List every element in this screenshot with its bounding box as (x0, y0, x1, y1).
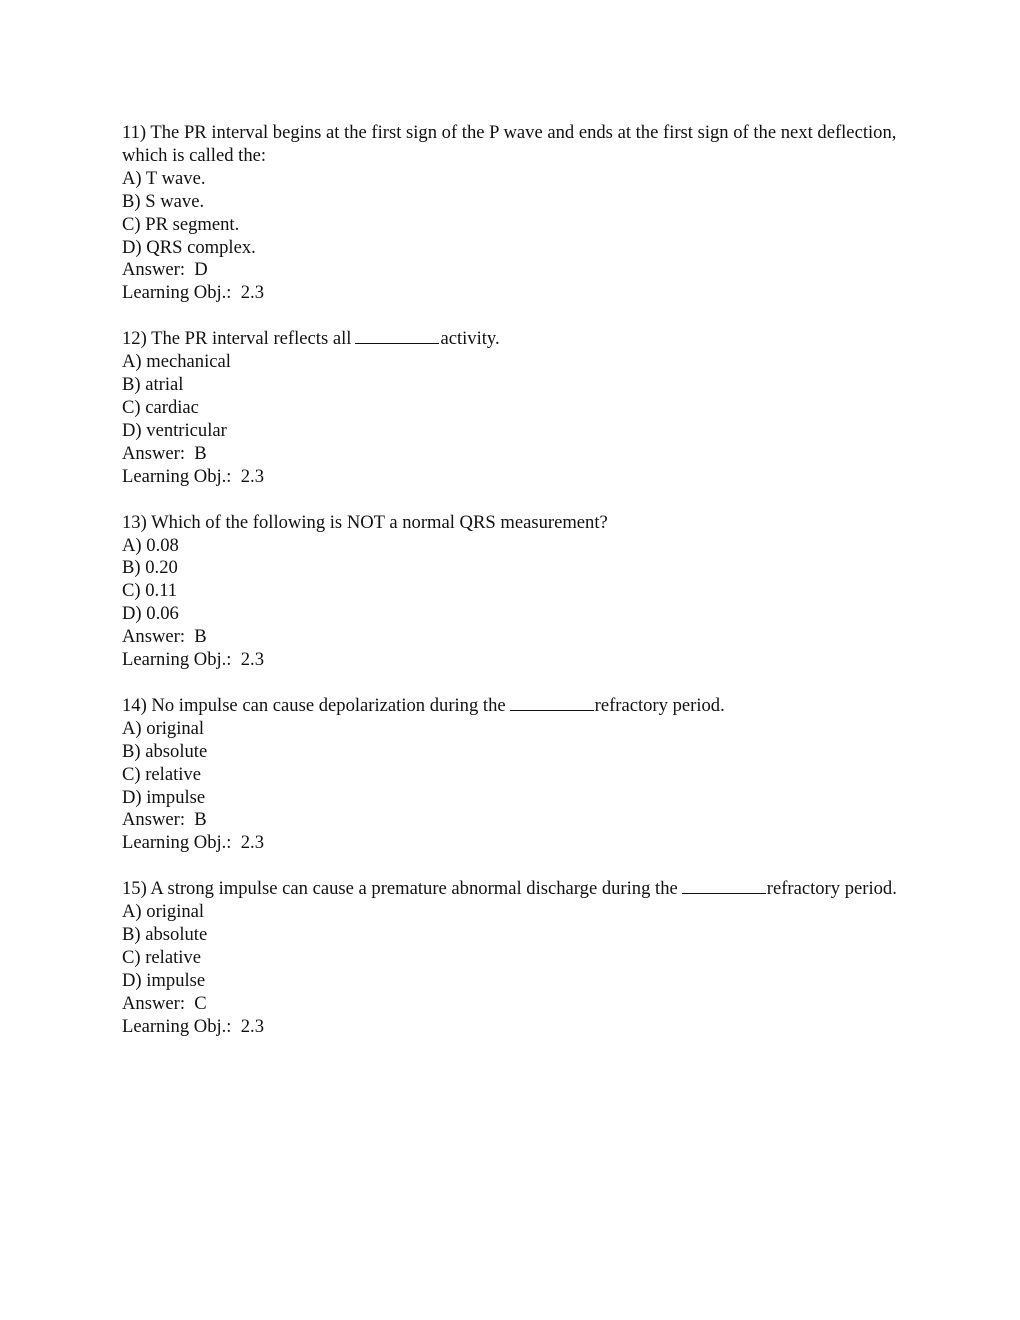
option-c: C) PR segment. (122, 213, 240, 235)
stem-text-after: refractory period. (594, 694, 725, 716)
question-stem (122, 695, 902, 718)
option-a: A) 0.08 (122, 534, 179, 556)
question-stem (122, 878, 902, 901)
fill-in-blank (682, 878, 766, 894)
option-a: A) T wave. (122, 167, 206, 189)
answer: Answer: B (122, 626, 207, 648)
option-d: D) ventricular (122, 419, 227, 441)
option-c: C) 0.11 (122, 580, 178, 602)
question-stem (122, 512, 902, 535)
question-list (122, 122, 902, 1062)
answer: Answer: B (122, 442, 207, 464)
option-d: D) 0.06 (122, 603, 179, 625)
option-b: B) 0.20 (122, 557, 178, 579)
answer: Answer: D (122, 259, 208, 281)
option-b: B) absolute (122, 924, 208, 946)
stem-text-after: activity. (440, 328, 500, 350)
option-d: D) QRS complex. (122, 236, 256, 258)
option-c: C) relative (122, 947, 201, 968)
stem-text: 11) The PR interval begins at the first sign of the P wave and ends at the first sign of the next deflection, which is called the: (122, 122, 897, 166)
question-stem (122, 328, 902, 351)
option-a: A) mechanical (122, 351, 231, 373)
option-b: B) absolute (122, 740, 208, 762)
stem-text-after: refractory period. (766, 878, 897, 900)
option-b: B) S wave. (122, 190, 205, 212)
question-14 (122, 695, 902, 855)
question-15 (122, 878, 902, 1038)
option-d: D) impulse (122, 786, 206, 808)
question-11 (122, 122, 902, 305)
learning-objective: Learning Obj.: 2.3 (122, 832, 265, 854)
learning-objective: Learning Obj.: 2.3 (122, 649, 265, 671)
question-13 (122, 512, 902, 672)
learning-objective: Learning Obj.: 2.3 (122, 1015, 265, 1037)
option-d: D) impulse (122, 969, 206, 991)
answer: Answer: B (122, 809, 207, 831)
answer: Answer: C (122, 992, 207, 1014)
stem-text: 12) The PR interval reflects all (122, 328, 352, 350)
option-c: C) cardiac (122, 396, 199, 418)
option-a: A) original (122, 717, 205, 739)
stem-text: 13) Which of the following is NOT a normal QRS measurement? (122, 511, 608, 533)
question-12 (122, 328, 902, 488)
fill-in-blank (355, 328, 439, 344)
stem-text: 14) No impulse can cause depolarization during the (122, 694, 506, 716)
option-c: C) relative (122, 763, 201, 785)
question-stem (122, 122, 902, 168)
option-a: A) original (122, 901, 205, 923)
option-b: B) atrial (122, 374, 184, 396)
learning-objective: Learning Obj.: 2.3 (122, 282, 265, 304)
stem-text: 15) A strong impulse can cause a premature abnormal discharge during the (122, 878, 678, 900)
fill-in-blank (510, 695, 594, 711)
learning-objective: Learning Obj.: 2.3 (122, 465, 265, 487)
